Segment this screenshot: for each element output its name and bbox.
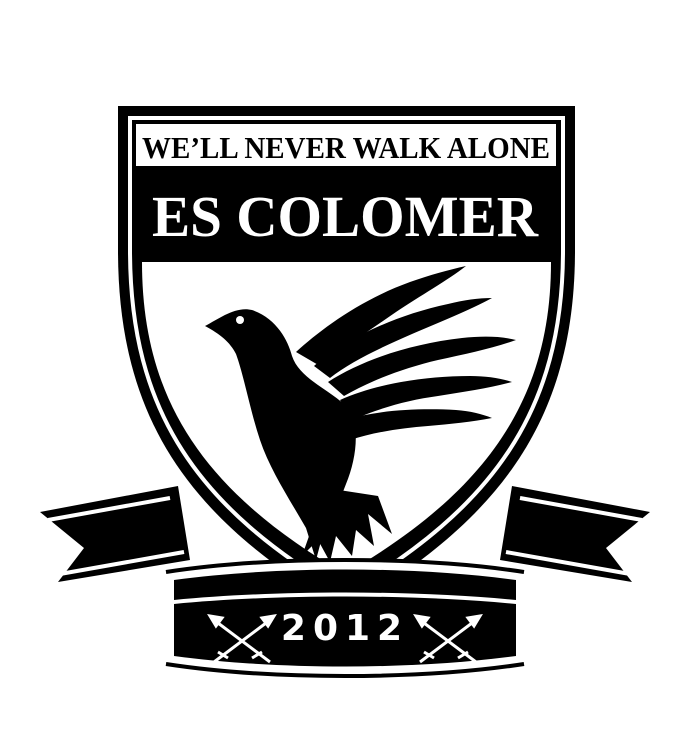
motto-banner	[136, 124, 556, 166]
club-name-text: ES COLOMER	[152, 184, 540, 249]
club-name-banner	[152, 184, 539, 249]
year-text: 2012	[280, 608, 410, 649]
motto-text: WE’LL NEVER WALK ALONE	[142, 130, 550, 165]
